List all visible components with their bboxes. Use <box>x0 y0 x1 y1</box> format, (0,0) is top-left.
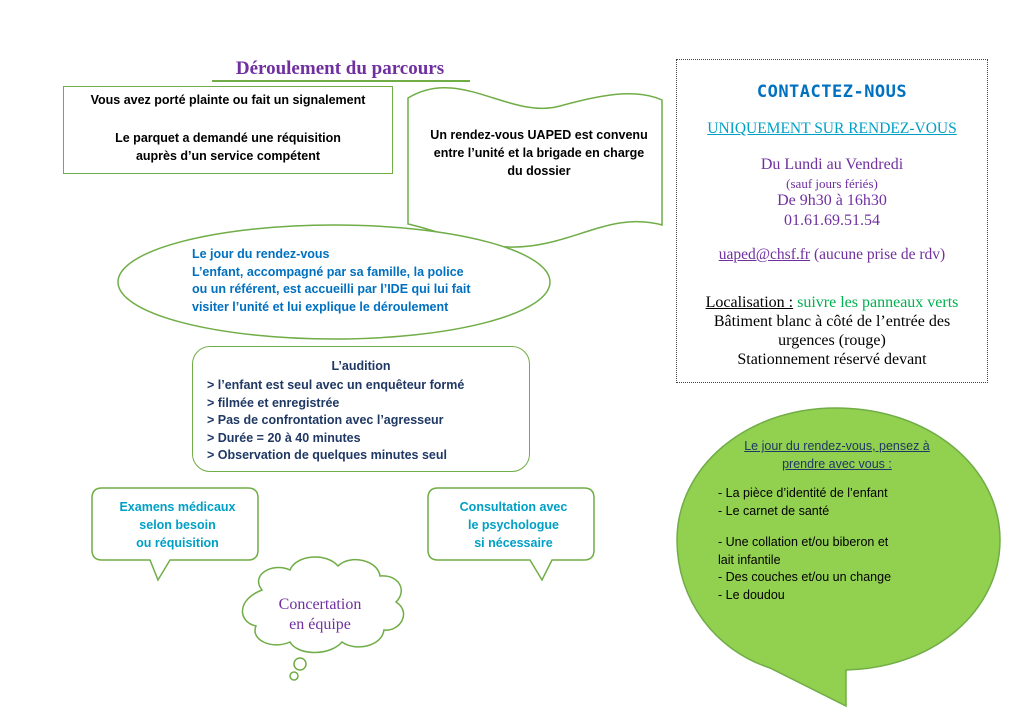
checklist-item: - Le doudou <box>718 587 785 602</box>
checklist-item: - Une collation et/ou biberon et <box>718 535 889 549</box>
checklist-title-line-2: prendre avec vous : <box>782 456 892 471</box>
consult-line-2: le psychologue <box>468 518 559 532</box>
medical-exams-text <box>100 498 255 552</box>
contact-box <box>676 59 988 383</box>
email-line <box>677 246 987 264</box>
cloud-bubble-small <box>290 672 298 680</box>
oval-line-2: L’enfant, accompagné par sa famille, la police <box>192 264 464 279</box>
audition-item: > Observation de quelques minutes seul <box>207 448 447 462</box>
location-line-4: Stationnement réservé devant <box>737 351 927 368</box>
audition-item: > Pas de confrontation avec l’agresseur <box>207 413 444 427</box>
oval-line-4: visiter l’unité et lui explique le déroulement <box>192 299 449 314</box>
complaint-box <box>63 86 393 174</box>
audition-item: > l’enfant est seul avec un enquêteur formé <box>207 378 465 392</box>
checklist-item: - Le carnet de santé <box>718 503 830 518</box>
appointment-flag-text <box>420 126 658 180</box>
checklist-item: - La pièce d’identité de l’enfant <box>718 486 888 500</box>
checklist-title <box>718 438 956 473</box>
cloud-bubble-large <box>294 658 306 670</box>
oval-line-3: ou un référent, est accueilli par l’IDE qui lui fait <box>192 282 471 296</box>
checklist-group-1 <box>718 485 956 520</box>
cloud-line-2: en équipe <box>289 616 351 633</box>
contact-title: CONTACTEZ-NOUS <box>756 82 908 102</box>
audition-item: > filmée et enregistrée <box>207 395 340 410</box>
audition-box <box>192 346 530 472</box>
requisition-line-1: Le parquet a demandé une réquisition <box>115 131 341 145</box>
consult-line-3: si nécessaire <box>474 536 553 550</box>
requisition-text <box>64 129 392 165</box>
complaint-line: Vous avez porté plainte ou fait un signalement <box>90 93 366 107</box>
exams-line-3: ou réquisition <box>136 536 219 550</box>
location-line-2: Bâtiment blanc à côté de l’entrée des <box>713 313 951 330</box>
flag-line-3: du dossier <box>507 164 571 178</box>
checklist-item: - Des couches et/ou un change <box>718 570 892 584</box>
holidays-note: (sauf jours fériés) <box>786 176 878 191</box>
location-hint: suivre les panneaux verts <box>793 294 959 311</box>
page-title: Déroulement du parcours <box>235 58 445 79</box>
opening-days: Du Lundi au Vendredi <box>760 156 904 173</box>
cloud-line-1: Concertation <box>278 596 362 613</box>
flag-line-1: Un rendez-vous UAPED est convenu <box>430 128 648 142</box>
checklist-item: lait infantile <box>718 552 781 567</box>
team-concertation-text <box>250 595 390 635</box>
oval-line-1: Le jour du rendez-vous <box>192 247 330 261</box>
title-underline <box>212 80 470 82</box>
psychologist-consult-text <box>436 498 591 552</box>
location-line-3: urgences (rouge) <box>778 332 886 349</box>
audition-item: > Durée = 20 à 40 minutes <box>207 430 361 445</box>
exams-line-1: Examens médicaux <box>119 500 236 514</box>
checklist-title-line-1: Le jour du rendez-vous, pensez à <box>744 439 930 453</box>
requisition-line-2: auprès d’un service compétent <box>135 149 321 163</box>
email-note: (aucune prise de rdv) <box>810 246 946 263</box>
checklist-group-2 <box>718 534 956 604</box>
location-line-1 <box>677 293 987 312</box>
location-label: Localisation : <box>705 294 794 311</box>
flag-line-2: entre l’unité et la brigade en charge <box>433 146 645 160</box>
checklist-bubble-text <box>718 438 956 604</box>
email-link[interactable]: uaped@chsf.fr <box>718 246 811 263</box>
audition-list <box>207 377 464 465</box>
audition-title: L’audition <box>331 359 391 373</box>
exams-line-2: selon besoin <box>139 518 216 532</box>
appointment-only-notice: UNIQUEMENT SUR RENDEZ-VOUS <box>707 120 957 137</box>
consult-line-1: Consultation avec <box>459 500 568 514</box>
appointment-day-text <box>192 246 512 316</box>
location-block <box>677 293 987 369</box>
opening-hours: De 9h30 à 16h30 <box>777 192 887 209</box>
phone-number: 01.61.69.51.54 <box>784 212 880 229</box>
